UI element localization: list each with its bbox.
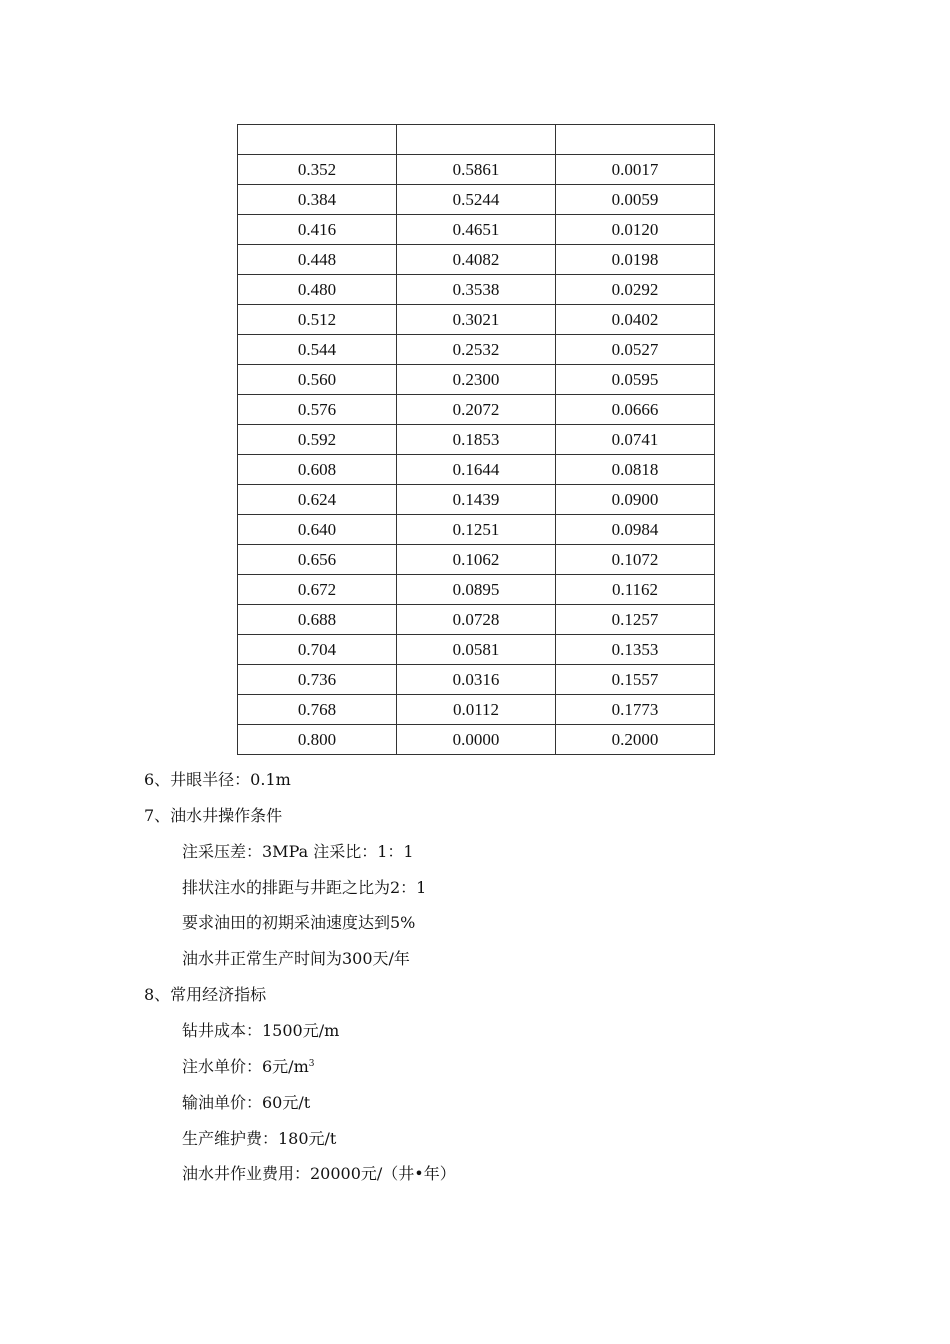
table-cell: 0.0666: [556, 395, 715, 425]
s7-item-pressure-ratio: 注采压差：3MPa 注采比：1：1: [182, 842, 414, 861]
table-row: [238, 305, 715, 335]
table-cell: 0.624: [238, 485, 397, 515]
s7-item-row-spacing: 排状注水的排距与井距之比为2：1: [182, 878, 427, 897]
table-cell: 0.656: [238, 545, 397, 575]
table-cell: 0.0895: [397, 575, 556, 605]
table-cell: 0.1853: [397, 425, 556, 455]
table-row: [238, 395, 715, 425]
cubic-superscript: 3: [308, 1059, 315, 1069]
table-cell: 0.2000: [556, 725, 715, 755]
table-cell: 0.2300: [397, 365, 556, 395]
table-cell: 0.1353: [556, 635, 715, 665]
table-row: [238, 245, 715, 275]
table-cell: 0.3021: [397, 305, 556, 335]
table-cell: 0.736: [238, 665, 397, 695]
table-cell: 0.5861: [397, 155, 556, 185]
table-cell: 0.576: [238, 395, 397, 425]
table-row: [238, 485, 715, 515]
s7-item-production-rate: 要求油田的初期采油速度达到5%: [182, 913, 416, 932]
table-body: [238, 125, 715, 755]
table-cell: 0.448: [238, 245, 397, 275]
section-6-wellbore-radius: 6、井眼半径：0.1m: [144, 770, 291, 789]
table-cell: 0.384: [238, 185, 397, 215]
table-cell: 0.1557: [556, 665, 715, 695]
table-cell: 0.800: [238, 725, 397, 755]
table-row: [238, 545, 715, 575]
table-cell: 0.1251: [397, 515, 556, 545]
table-row: [238, 365, 715, 395]
table-cell: 0.544: [238, 335, 397, 365]
table-cell: 0.3538: [397, 275, 556, 305]
table-cell: 0.4651: [397, 215, 556, 245]
table-cell: 0.0112: [397, 695, 556, 725]
table-row: [238, 605, 715, 635]
table-cell: 0.0581: [397, 635, 556, 665]
table-cell: 0.0059: [556, 185, 715, 215]
table-cell: 0.1439: [397, 485, 556, 515]
table-cell: 0.0595: [556, 365, 715, 395]
table-cell: [397, 125, 556, 155]
table-cell: 0.0316: [397, 665, 556, 695]
table-cell: 0.560: [238, 365, 397, 395]
table-cell: [238, 125, 397, 155]
relative-permeability-table: [237, 124, 715, 755]
table-cell: 0.1162: [556, 575, 715, 605]
table-cell: 0.416: [238, 215, 397, 245]
table-row: [238, 725, 715, 755]
table-cell: 0.0818: [556, 455, 715, 485]
table-cell: 0.0402: [556, 305, 715, 335]
section-7-title: 7、油水井操作条件: [144, 806, 283, 825]
table-cell: 0.1072: [556, 545, 715, 575]
s8-well-operation-cost: 油水井作业费用：20000元/（井•年）: [182, 1164, 456, 1183]
s8-oil-transport-price: 输油单价：60元/t: [182, 1093, 311, 1112]
table-row: [238, 575, 715, 605]
table-cell: 0.0000: [397, 725, 556, 755]
table-cell: 0.704: [238, 635, 397, 665]
table-row: [238, 665, 715, 695]
table-cell: 0.1062: [397, 545, 556, 575]
table-cell: 0.592: [238, 425, 397, 455]
table-cell: 0.0292: [556, 275, 715, 305]
table-cell: 0.688: [238, 605, 397, 635]
table-cell: [556, 125, 715, 155]
table-cell: 0.0984: [556, 515, 715, 545]
table-cell: 0.0741: [556, 425, 715, 455]
table-cell: 0.352: [238, 155, 397, 185]
table-cell: 0.2532: [397, 335, 556, 365]
table-row: [238, 695, 715, 725]
s8-maintenance-cost: 生产维护费：180元/t: [182, 1129, 337, 1148]
table-header-row: [238, 125, 715, 155]
table-row: [238, 185, 715, 215]
table-cell: 0.608: [238, 455, 397, 485]
table-cell: 0.4082: [397, 245, 556, 275]
section-8-title: 8、常用经济指标: [144, 985, 267, 1004]
s8-drilling-cost: 钻井成本：1500元/m: [182, 1021, 340, 1040]
table-cell: 0.768: [238, 695, 397, 725]
s7-item-production-time: 油水井正常生产时间为300天/年: [182, 949, 410, 968]
table-cell: 0.512: [238, 305, 397, 335]
table-cell: 0.1773: [556, 695, 715, 725]
table-row: [238, 515, 715, 545]
table-cell: 0.0017: [556, 155, 715, 185]
table-cell: 0.672: [238, 575, 397, 605]
table-cell: 0.2072: [397, 395, 556, 425]
table-row: [238, 635, 715, 665]
table-cell: 0.640: [238, 515, 397, 545]
injection-price-text: 注水单价：6元/m: [182, 1057, 309, 1076]
table-cell: 0.0120: [556, 215, 715, 245]
table-cell: 0.0527: [556, 335, 715, 365]
table-cell: 0.1257: [556, 605, 715, 635]
table-cell: 0.0900: [556, 485, 715, 515]
table-cell: 0.480: [238, 275, 397, 305]
s8-injection-price: [182, 1057, 314, 1077]
table-row: [238, 275, 715, 305]
table-cell: 0.0728: [397, 605, 556, 635]
table-row: [238, 215, 715, 245]
table-row: [238, 155, 715, 185]
table-row: [238, 455, 715, 485]
table-cell: 0.0198: [556, 245, 715, 275]
table-row: [238, 425, 715, 455]
table-cell: 0.5244: [397, 185, 556, 215]
table-row: [238, 335, 715, 365]
table-cell: 0.1644: [397, 455, 556, 485]
